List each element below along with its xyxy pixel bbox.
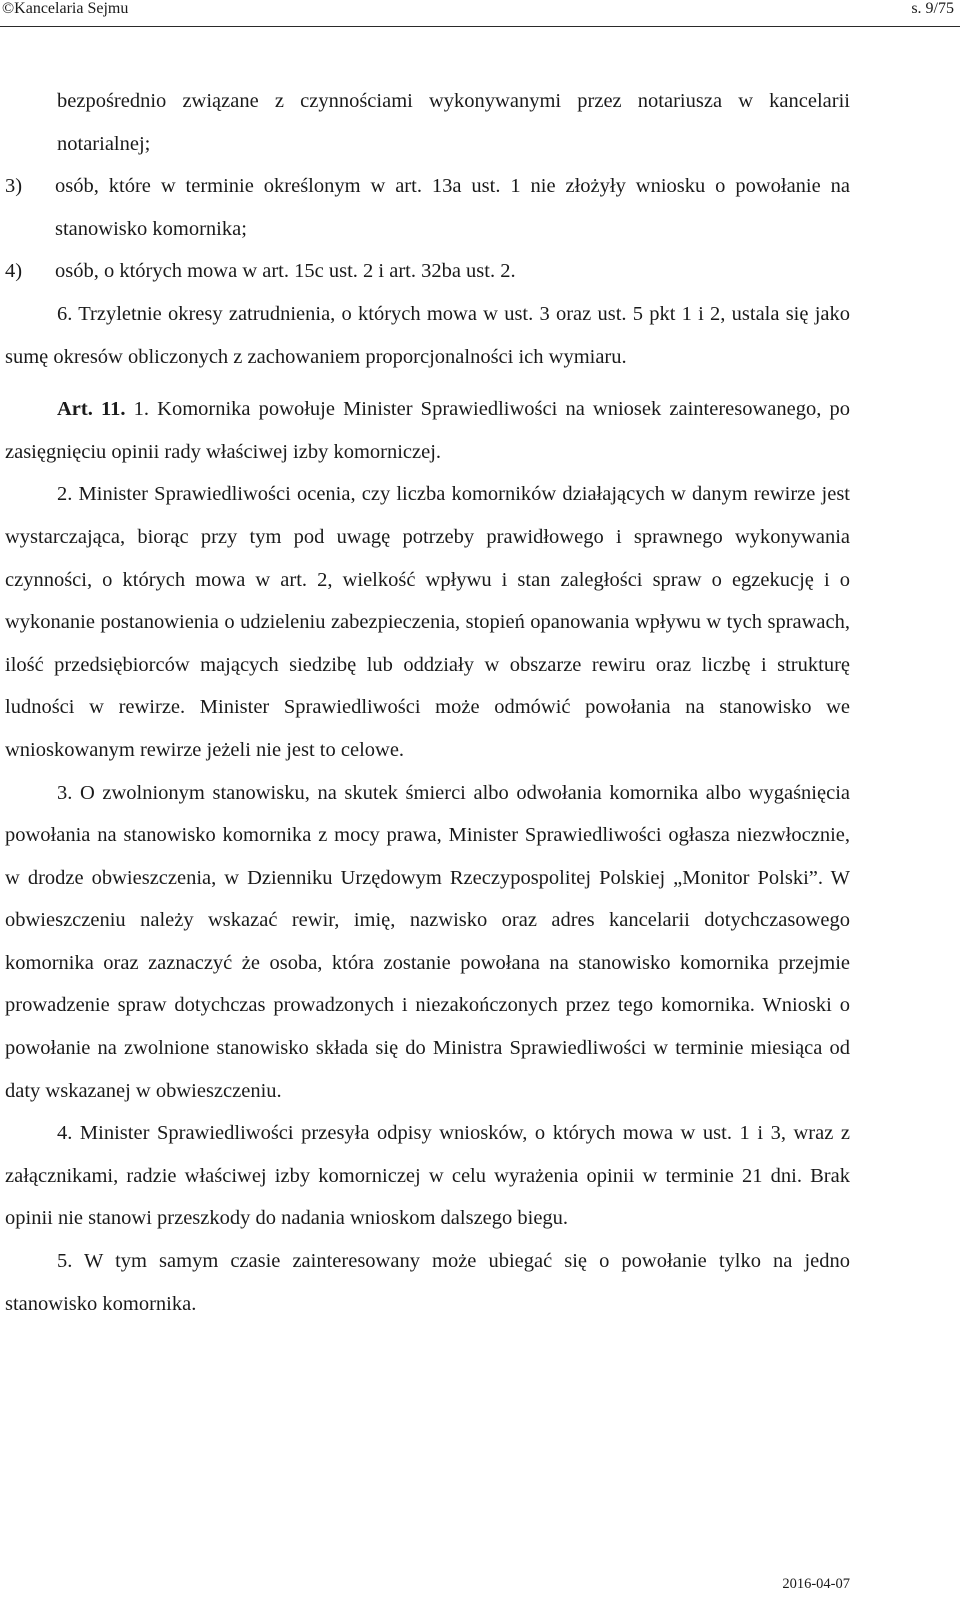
article-text: 1. Komornika powołuje Minister Sprawiedliwości na wniosek zainteresowanego, po zasięgnięciu opinii rady właściwej izby komorniczej. [5,398,850,463]
paragraph-5: 5. W tym samym czasie zainteresowany może ubiegać się o powołanie tylko na jedno stanowisko komornika. [5,1250,850,1315]
article-11 [5,388,850,473]
copyright-label: ©Kancelaria Sejmu [2,0,129,17]
paragraph-6: 6. Trzyletnie okresy zatrudnienia, o których mowa w ust. 3 oraz ust. 5 pkt 1 i 2, ustala się jako sumę okresów obliczonych z zachowaniem proporcjonalności ich wymiaru. [5,302,850,368]
page-header [0,0,960,27]
list-text: osób, które w terminie określonym w art. 13a ust. 1 nie złożyły wniosku o powołanie na stanowisko komornika; [55,175,850,240]
list-number: 3) [5,175,23,198]
paragraph-2: 2. Minister Sprawiedliwości ocenia, czy liczba komorników działających w danym rewirze jest wystarczająca, biorąc przy tym pod uwagę potrzeby prawidłowego i sprawnego wykonywania czynności, o których mowa w art. 2, wielkość wpływu i stan zaległości spraw o egzekucję i o wykonanie postanowienia o udzieleniu zabezpieczenia, stopień opanowania wpływu w tych sprawach, ilość przedsiębiorców mających siedzibę lub oddziały w obszarze rewiru oraz liczbę i strukturę ludności w rewirze. Minister Sprawiedliwości może odmówić powołania na stanowisko we wnioskowanym rewirze jeżeli nie jest to celowe. [5,483,850,761]
document-body [5,80,850,1325]
list-item-3 [5,165,850,250]
list-text: osób, o których mowa w art. 15c ust. 2 i art. 32ba ust. 2. [55,260,516,283]
list-item-4 [5,250,850,293]
footer-date: 2016-04-07 [782,1576,850,1592]
paragraph-4: 4. Minister Sprawiedliwości przesyła odpisy wniosków, o których mowa w ust. 1 i 3, wraz z załącznikami, radzie właściwej izby komorniczej w celu wyrażenia opinii w terminie 21 dni. Brak opinii nie stanowi przeszkody do nadania wnioskom dalszego biegu. [5,1122,850,1230]
article-label: Art. 11. [57,398,126,421]
page-number: s. 9/75 [911,0,954,17]
paragraph-continuation: bezpośrednio związane z czynnościami wykonywanymi przez notariusza w kancelarii notarialnej; [57,90,850,155]
paragraph-3: 3. O zwolnionym stanowisku, na skutek śmierci albo odwołania komornika albo wygaśnięcia powołania na stanowisko komornika z mocy prawa, Minister Sprawiedliwości ogłasza niezwłocznie, w drodze obwieszczenia, w Dzienniku Urzędowym Rzeczypospolitej Polskiej „Monitor Polski”. W obwieszczeniu należy wskazać rewir, imię, nazwisko oraz adres kancelarii dotychczasowego komornika oraz zaznaczyć że osoba, która zostanie powołana na stanowisko komornika przejmie prowadzenie spraw dotychczas prowadzonych i niezakończonych przez tego komornika. Wnioski o powołanie na zwolnione stanowisko składa się do Ministra Sprawiedliwości w terminie miesiąca od daty wskazanej w obwieszczeniu. [5,781,850,1102]
list-number: 4) [5,260,23,283]
